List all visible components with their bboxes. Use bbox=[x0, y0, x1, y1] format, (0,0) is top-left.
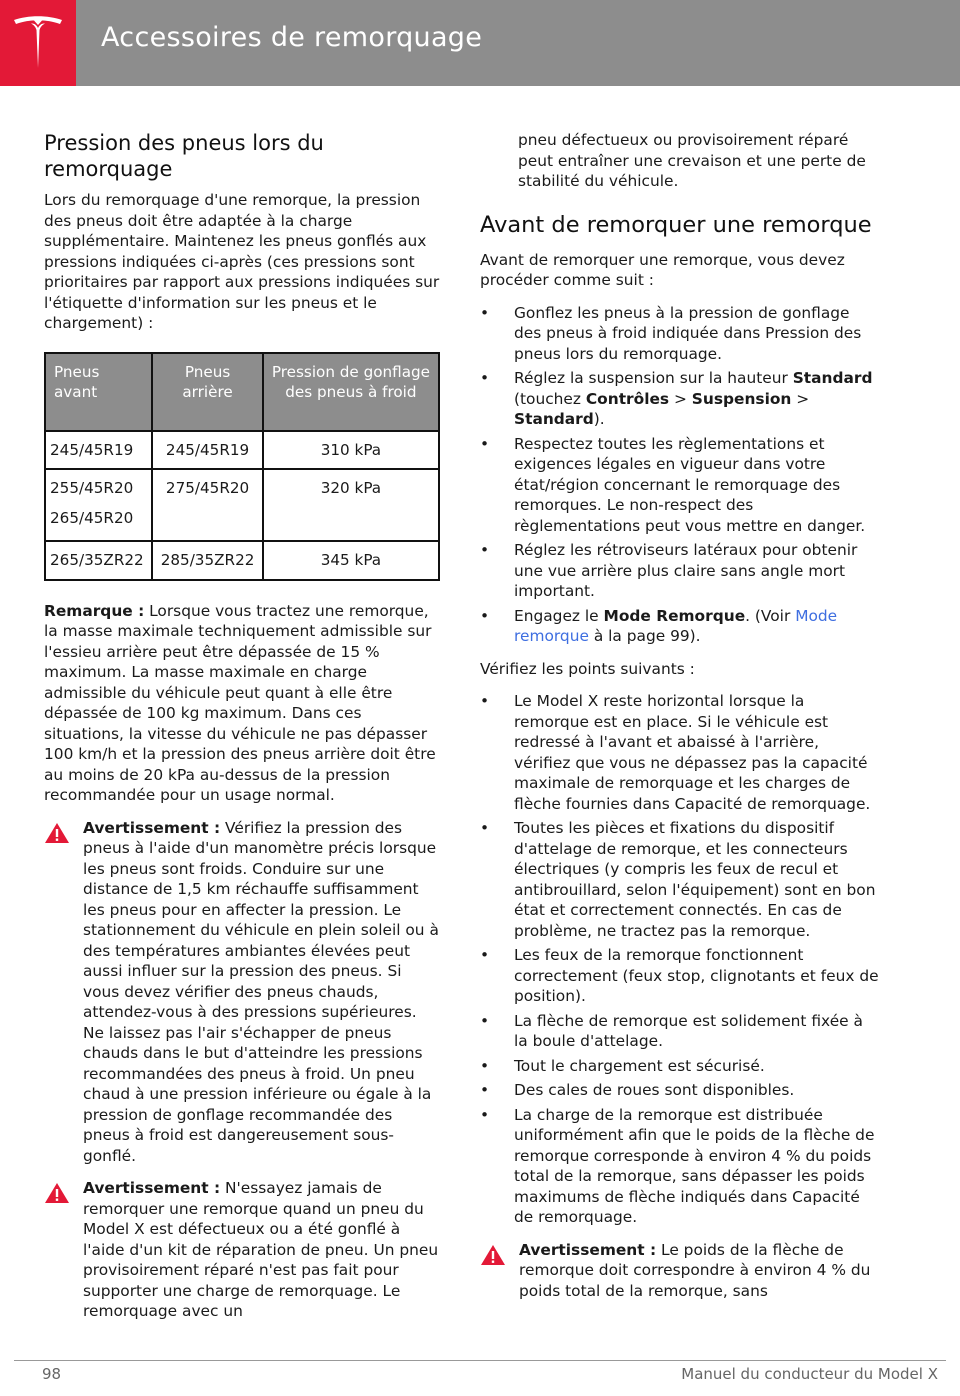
warning-block bbox=[44, 1178, 440, 1322]
list-item: • Respectez toutes les règlementations et exigences légales en vigueur dans votre état/région concernant le remorquage des remorques. Le non-respect des règlementations peut vous mettre en danger. bbox=[480, 434, 880, 537]
warning-label: Avertissement : bbox=[83, 1179, 221, 1197]
brand-logo bbox=[0, 0, 76, 86]
col-header-front: Pneus avant bbox=[45, 353, 152, 431]
warning-triangle-icon bbox=[44, 1182, 70, 1204]
text: Réglez la suspension sur la hauteur bbox=[514, 369, 793, 387]
list-item: • Gonflez les pneus à la pression de gonflage des pneus à froid indiquée dans Pression des pneus lors du remorquage. bbox=[480, 303, 880, 365]
table-row bbox=[45, 469, 439, 541]
table-header-row bbox=[45, 353, 439, 431]
before-intro: Avant de remorquer une remorque, vous devez procéder comme suit : bbox=[480, 250, 845, 289]
cell-rear: 285/35ZR22 bbox=[152, 541, 263, 580]
prep-list bbox=[480, 303, 880, 647]
warning-block bbox=[44, 818, 440, 1167]
warning-block bbox=[480, 1240, 880, 1302]
footer-divider bbox=[14, 1360, 946, 1361]
table-row bbox=[45, 431, 439, 470]
text: > bbox=[669, 389, 692, 408]
text: . (Voir bbox=[745, 606, 796, 625]
continuation-paragraph: pneu défectueux ou provisoirement réparé peut entraîner une crevaison et une perte de stabilité du véhicule. bbox=[518, 131, 866, 190]
warning-triangle-icon bbox=[44, 822, 70, 844]
cell-front: 265/35ZR22 bbox=[45, 541, 152, 580]
controls-label: Contrôles bbox=[585, 389, 670, 408]
list-item: • Le Model X reste horizontal lorsque la remorque est en place. Si le véhicule est redressé à l'avant et abaissé à l'arrière, vérifiez que vous ne dépassez pas la capacité maximale de remorquage et les charges de flèche fournies dans Capacité de remorquage. bbox=[480, 691, 880, 814]
warning-label: Avertissement : bbox=[83, 818, 221, 837]
heading-tire-pressure: Pression des pneus lors du remorquage bbox=[44, 131, 324, 181]
suspension-label: Suspension bbox=[691, 389, 792, 408]
check-intro: Vérifiez les points suivants : bbox=[480, 659, 695, 678]
col-header-pressure: Pression de gonflage des pneus à froid bbox=[263, 353, 439, 431]
list-item bbox=[480, 606, 880, 647]
warning-triangle-icon bbox=[480, 1244, 506, 1266]
list-item: • Réglez les rétroviseurs latéraux pour obtenir une vue arrière plus claire sans angle mort important. bbox=[480, 540, 880, 602]
col-header-rear: Pneus arrière bbox=[152, 353, 263, 431]
cell-front-line1: 255/45R20 bbox=[50, 479, 134, 497]
cell-rear: 245/45R19 bbox=[152, 431, 263, 470]
warning-text: Vérifiez la pression des pneus à l'aide d'un manomètre précis lorsque les pneus sont froids. Conduire sur une distance de 1,5 km réchauffe suffisamment les pneus pour en affecter la pression. Le stationnement du véhicule en plein soleil ou à des températures ambiantes élevées peut aussi influer sur la pression des pneus. Si vous devez vérifier des pneus chauds, attendez-vous à des pressions supérieures. Ne laissez pas l'air s'échapper de pneus chauds dans le but d'atteindre les pressions recommandées des pneus à froid. Un pneu chaud à une pression inférieure ou égale à la pression de gonflage recommandée des pneus à froid est dangereusement sous-gonflé. bbox=[83, 818, 439, 1165]
check-list bbox=[480, 691, 880, 1228]
list-item: • Tout le chargement est sécurisé. bbox=[480, 1056, 880, 1077]
text: (touchez bbox=[514, 389, 586, 408]
cell-pressure: 345 kPa bbox=[263, 541, 439, 580]
cell-front: 245/45R19 bbox=[45, 431, 152, 470]
note-label: Remarque : bbox=[44, 601, 145, 620]
list-item: • Toutes les pièces et fixations du dispositif d'attelage de remorque, et les connecteurs électriques (y compris les feux de recul et antibrouillard, selon l'équipement) sont en bon état et correctement connectés. En cas de problème, ne tractez pas la remorque. bbox=[480, 818, 880, 941]
footer-title: Manuel du conducteur du Model X bbox=[681, 1365, 938, 1383]
list-item: • Les feux de la remorque fonctionnent correctement (feux stop, clignotants et feux de position). bbox=[480, 945, 880, 1007]
note-text: Lorsque vous tractez une remorque, la masse maximale techniquement admissible sur l'essieu arrière peut être dépassée de 15 % maximum. La masse maximale en charge admissible du véhicule peut quant à elle être dépassée de 100 kg maximum. Dans ces situations, la vitesse du véhicule ne pas dépasser 100 km/h et la pression des pneus arrière doit être au moins de 20 kPa au-dessus de la pression recommandée pour un usage normal. bbox=[44, 601, 436, 804]
text: ). bbox=[593, 410, 605, 428]
standard-label: Standard bbox=[514, 410, 594, 428]
cell-front-line2: 265/45R20 bbox=[50, 508, 134, 527]
warning-text: N'essayez jamais de remorquer une remorque quand un pneu du Model X est défectueux ou a été gonflé à l'aide d'un kit de réparation de pneu. Un pneu provisoirement réparé n'est pas fait pour supporter une charge de remorquage. Le remorquage avec un bbox=[83, 1179, 439, 1320]
list-item bbox=[480, 368, 880, 430]
intro-paragraph: Lors du remorquage d'une remorque, la pression des pneus doit être adaptée à la charge supplémentaire. Maintenez les pneus gonflés aux pressions indiquées ci-après (ces pressions sont prioritaires par rapport aux pressions indiquées sur l'étiquette d'information sur les pneus et le chargement) : bbox=[44, 191, 440, 332]
heading-before-towing: Avant de remorquer une remorque bbox=[480, 211, 872, 238]
text: à la page 99). bbox=[588, 627, 701, 645]
tow-mode-label: Mode Remorque bbox=[603, 606, 746, 625]
standard-label: Standard bbox=[792, 369, 873, 387]
tesla-logo-icon bbox=[12, 14, 64, 70]
cell-front bbox=[45, 469, 152, 541]
tire-pressure-table bbox=[44, 352, 440, 581]
text: > bbox=[791, 389, 810, 408]
list-item: • Des cales de roues sont disponibles. bbox=[480, 1080, 880, 1101]
text: Engagez le bbox=[514, 606, 604, 625]
right-column bbox=[480, 130, 880, 1313]
note-paragraph bbox=[44, 601, 440, 806]
page-number: 98 bbox=[42, 1365, 62, 1383]
section-title: Accessoires de remorquage bbox=[101, 22, 483, 53]
warning-label: Avertissement : bbox=[519, 1240, 657, 1259]
list-item: • La flèche de remorque est solidement fixée à la boule d'attelage. bbox=[480, 1011, 880, 1052]
left-column bbox=[44, 130, 440, 1334]
cell-pressure: 320 kPa bbox=[263, 469, 439, 541]
warning-text: Le poids de la flèche de remorque doit correspondre à environ 4 % du poids total de la remorque, sans bbox=[519, 1240, 871, 1300]
cell-rear: 275/45R20 bbox=[152, 469, 263, 541]
tow-mode-link[interactable]: Mode remorque bbox=[514, 606, 838, 645]
table-row bbox=[45, 541, 439, 580]
list-item: • La charge de la remorque est distribuée uniformément afin que le poids de la flèche de remorque corresponde à environ 4 % du poids total de la remorque, sans dépasser les poids maximums de flèche indiqués dans Capacité de remorquage. bbox=[480, 1105, 880, 1228]
cell-pressure: 310 kPa bbox=[263, 431, 439, 470]
page-header bbox=[0, 0, 960, 86]
